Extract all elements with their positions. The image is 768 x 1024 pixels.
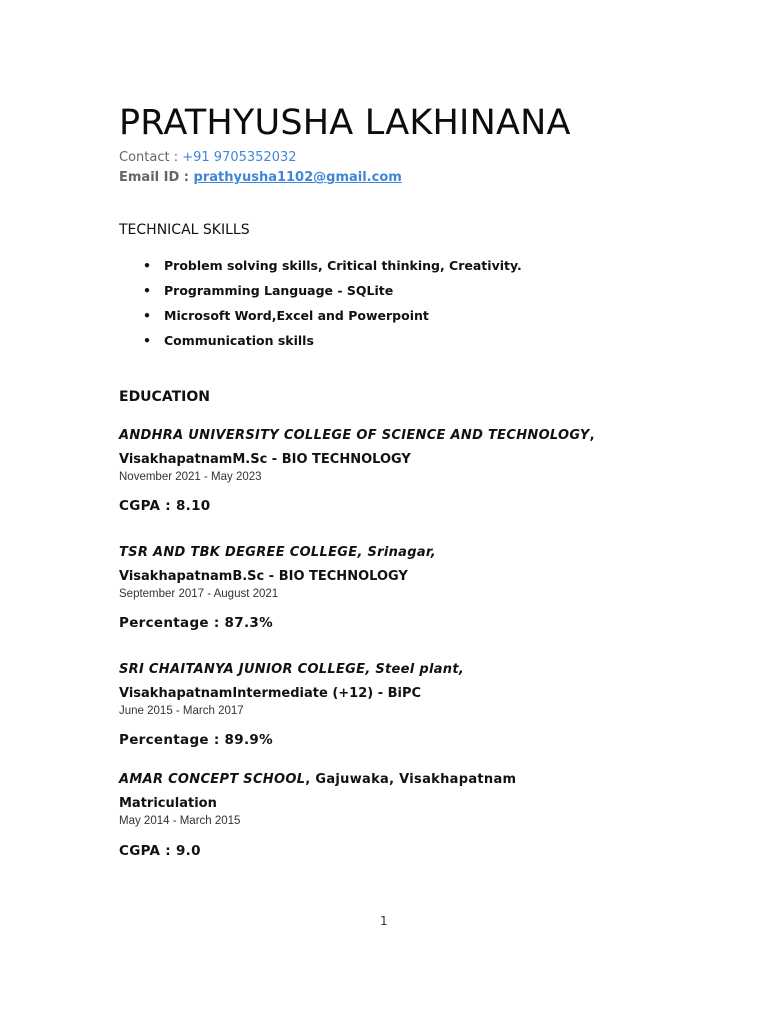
email-link[interactable]: prathyusha1102@gmail.com (193, 170, 402, 185)
skill-text: Problem solving skills, Critical thinking, Creativity. (164, 258, 522, 273)
education-score: CGPA : 8.10 (119, 498, 211, 514)
institution-location: , Gajuwaka, Visakhapatnam (305, 772, 517, 787)
skill-item (119, 258, 522, 283)
skill-item (119, 308, 522, 333)
education-dates: June 2015 - March 2017 (119, 705, 244, 717)
page-number: 1 (380, 914, 388, 928)
institution-location: , Steel plant, (365, 662, 465, 677)
education-dates: May 2014 - March 2015 (119, 815, 241, 827)
institution-name: SRI CHAITANYA JUNIOR COLLEGE (119, 662, 366, 677)
education-dates: September 2017 - August 2021 (119, 588, 279, 600)
bullet-icon: • (143, 283, 151, 298)
skill-item (119, 283, 522, 308)
skills-list (119, 258, 522, 358)
education-dates: November 2021 - May 2023 (119, 471, 262, 483)
skill-text: Microsoft Word,Excel and Powerpoint (164, 308, 429, 323)
bullet-icon: • (143, 333, 151, 348)
education-degree: VisakhapatnamB.Sc - BIO TECHNOLOGY (119, 569, 408, 584)
education-institution (119, 772, 516, 787)
education-degree: Matriculation (119, 796, 217, 811)
education-score: Percentage : 87.3% (119, 615, 273, 631)
education-score: Percentage : 89.9% (119, 732, 273, 748)
institution-name: TSR AND TBK DEGREE COLLEGE (119, 545, 358, 560)
institution-name: AMAR CONCEPT SCHOOL (119, 772, 306, 787)
education-degree: VisakhapatnamM.Sc - BIO TECHNOLOGY (119, 452, 411, 467)
contact-label: Contact : (119, 150, 183, 165)
candidate-name: PRATHYUSHA LAKHINANA (119, 103, 571, 143)
institution-location: , (589, 428, 595, 443)
skill-text: Programming Language - SQLite (164, 283, 394, 298)
education-degree: VisakhapatnamIntermediate (+12) - BiPC (119, 686, 422, 701)
education-heading: EDUCATION (119, 389, 210, 405)
email-line (119, 170, 402, 185)
skill-item (119, 333, 522, 358)
bullet-icon: • (143, 258, 151, 273)
email-label: Email ID : (119, 170, 194, 185)
education-institution (119, 545, 436, 560)
contact-phone[interactable]: +91 9705352032 (182, 150, 297, 165)
education-institution (119, 428, 595, 443)
technical-skills-heading: TECHNICAL SKILLS (119, 222, 250, 238)
contact-line (119, 150, 297, 165)
education-institution (119, 662, 464, 677)
education-score: CGPA : 9.0 (119, 843, 201, 859)
skill-text: Communication skills (164, 333, 314, 348)
institution-location: , Srinagar, (357, 545, 436, 560)
institution-name: ANDHRA UNIVERSITY COLLEGE OF SCIENCE AND TECHNOLOGY (119, 428, 590, 443)
bullet-icon: • (143, 308, 151, 323)
